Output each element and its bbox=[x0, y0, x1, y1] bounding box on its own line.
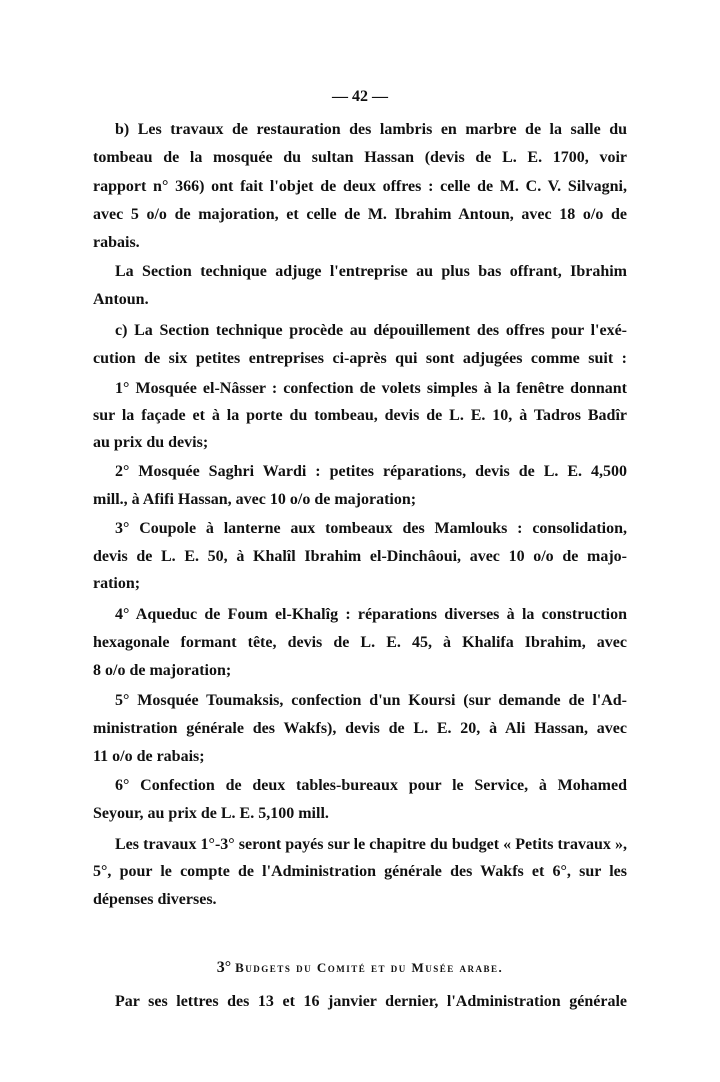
text-line: b) Les travaux de restauration des lambris en marbre de la salle du bbox=[115, 121, 627, 138]
text-line: 5°, pour le compte de l'Administration générale des Wakfs et 6°, sur les bbox=[93, 863, 627, 880]
text-line: 2° Mosquée Saghri Wardi : petites réparations, devis de L. E. 4,500 bbox=[115, 463, 627, 480]
text-line: hexagonale formant tête, devis de L. E. 45, à Khalifa Ibrahim, avec bbox=[93, 634, 627, 651]
text-line: devis de L. E. 50, à Khalîl Ibrahim el-Dinchâoui, avec 10 o/o de majo- bbox=[93, 548, 627, 565]
text-line: tombeau de la mosquée du sultan Hassan (devis de L. E. 1700, voir bbox=[93, 149, 627, 166]
text-line: ration; bbox=[93, 575, 141, 592]
text-line: 6° Confection de deux tables-bureaux pour le Service, à Mohamed bbox=[115, 777, 627, 794]
text-line: 11 o/o de rabais; bbox=[93, 748, 205, 765]
text-line: mill., à Afifi Hassan, avec 10 o/o de majoration; bbox=[93, 491, 417, 508]
text-line: dépenses diverses. bbox=[93, 891, 217, 908]
text-line: Par ses lettres des 13 et 16 janvier dernier, l'Administration générale bbox=[115, 993, 627, 1010]
text-line: 5° Mosquée Toumaksis, confection d'un Koursi (sur demande de l'Ad- bbox=[115, 692, 627, 709]
text-line: cution de six petites entreprises ci-après qui sont adjugées comme suit : bbox=[93, 350, 627, 367]
page-number: — 42 — bbox=[332, 88, 388, 105]
text-line: Seyour, au prix de L. E. 5,100 mill. bbox=[93, 805, 329, 822]
text-line: sur la façade et à la porte du tombeau, devis de L. E. 10, à Tadros Badîr bbox=[93, 407, 627, 424]
text-line: 3° Coupole à lanterne aux tombeaux des Mamlouks : consolidation, bbox=[115, 520, 627, 537]
text-line: 1° Mosquée el-Nâsser : confection de volets simples à la fenêtre donnant bbox=[115, 380, 627, 397]
section-heading-number: 3° bbox=[216, 959, 232, 976]
text-line: 4° Aqueduc de Foum el-Khalîg : réparations diverses à la construction bbox=[115, 606, 627, 623]
text-line: La Section technique adjuge l'entreprise au plus bas offrant, Ibrahim bbox=[115, 263, 627, 280]
text-line: avec 5 o/o de majoration, et celle de M. Ibrahim Antoun, avec 18 o/o de bbox=[93, 206, 627, 223]
text-line: Les travaux 1°-3° seront payés sur le chapitre du budget « Petits travaux », bbox=[115, 836, 627, 853]
text-line: c) La Section technique procède au dépouillement des offres pour l'exé- bbox=[115, 322, 627, 339]
text-line: rabais. bbox=[93, 234, 140, 251]
text-line: 8 o/o de majoration; bbox=[93, 662, 232, 679]
text-line: ministration générale des Wakfs), devis de L. E. 20, à Ali Hassan, avec bbox=[93, 720, 627, 737]
text-line: au prix du devis; bbox=[93, 434, 209, 451]
section-heading-title: Budgets du Comité et du Musée arabe. bbox=[235, 960, 504, 975]
text-line: Antoun. bbox=[93, 291, 149, 308]
text-line: rapport n° 366) ont fait l'objet de deux offres : celle de M. C. V. Silvagni, bbox=[93, 178, 627, 195]
section-heading bbox=[93, 956, 627, 980]
